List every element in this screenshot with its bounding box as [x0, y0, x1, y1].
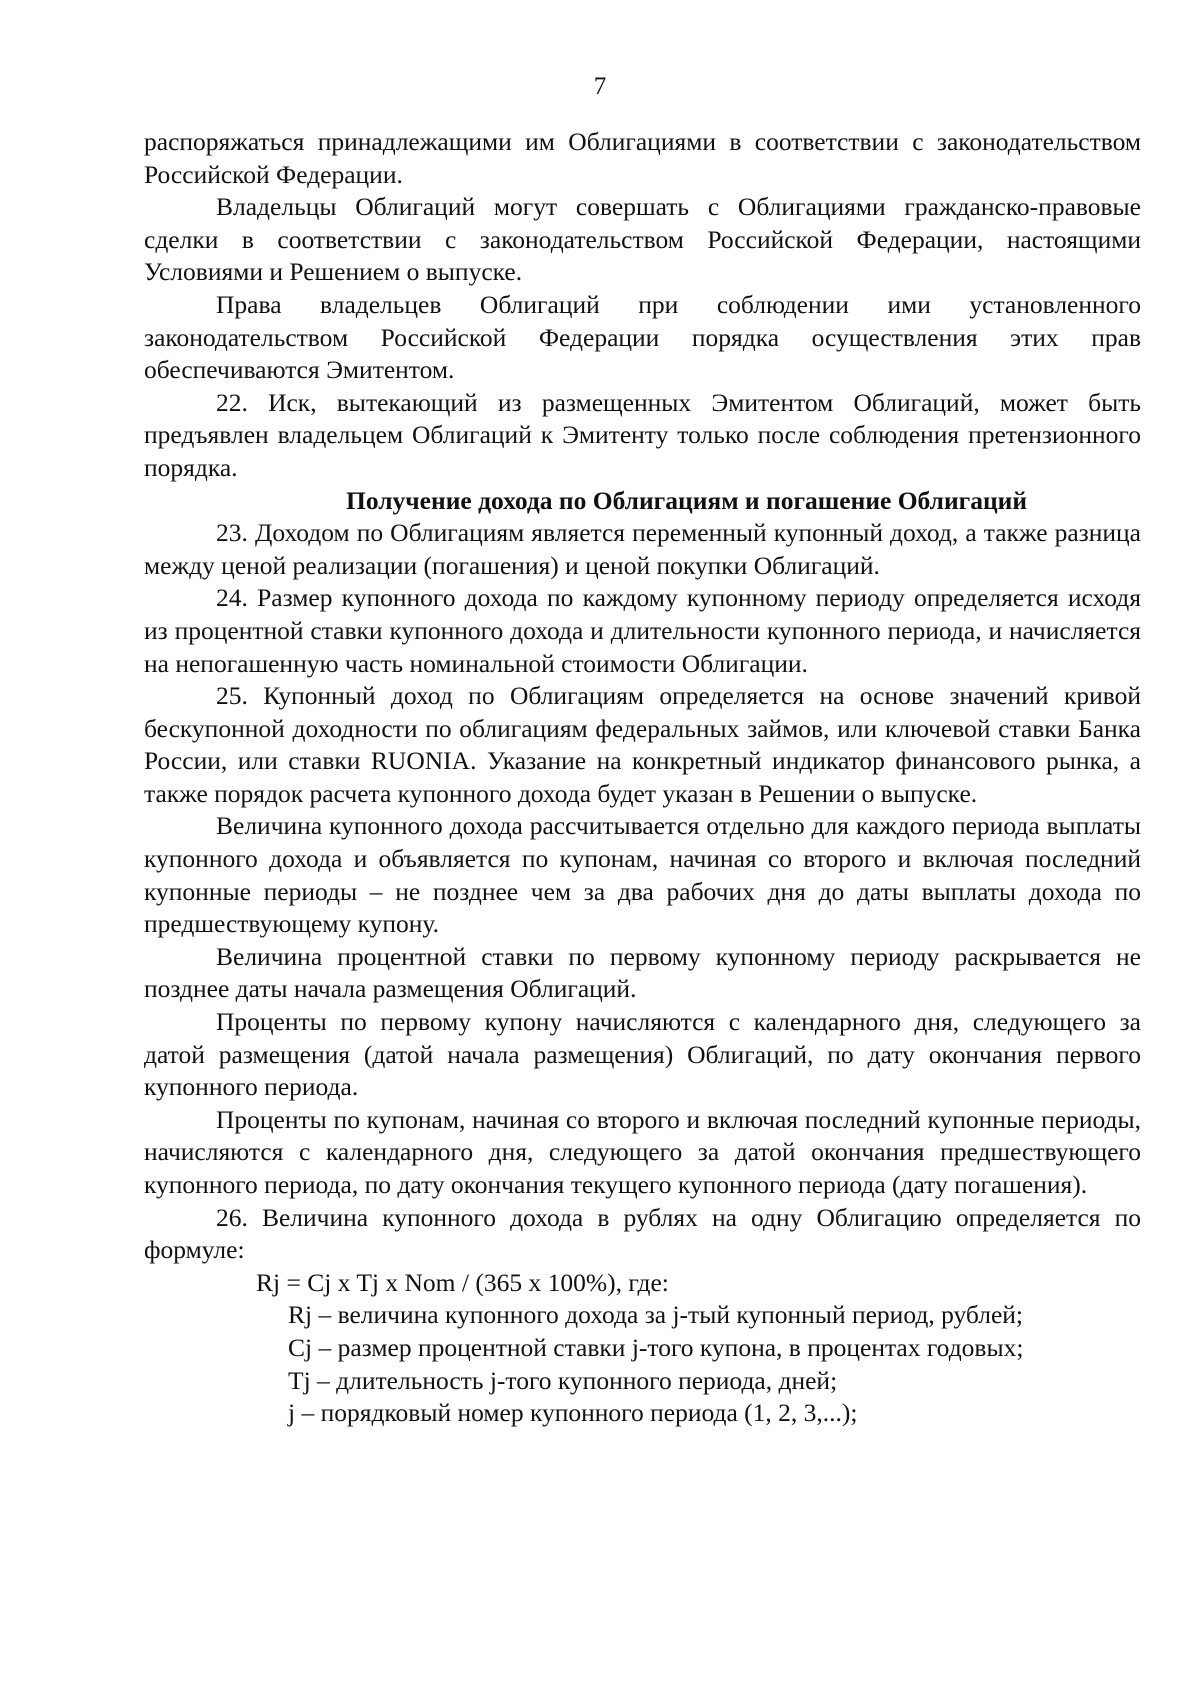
paragraph: Проценты по первому купону начисляются с календарного дня, следующего за датой размещения (датой начала размещения) Облигаций, по дату окончания первого купонного периода.	[144, 1007, 1141, 1102]
paragraph: Права владельцев Облигаций при соблюдении ими установленного законодательством Российской Федерации порядка осуществления этих прав обеспечиваются Эмитентом.	[144, 289, 1141, 385]
definition-tj: Tj – длительность j-того купонного периода, дней;	[288, 1365, 838, 1395]
paragraph-item-26: 26. Величина купонного дохода в рублях на одну Облигацию определяется по формуле:	[144, 1202, 1141, 1265]
definition-j: j – порядковый номер купонного периода (1, 2, 3,...);	[288, 1398, 858, 1428]
paragraph: Владельцы Облигаций могут совершать с Облигациями гражданско-правовые сделки в соответствии с законодательством Российской Федерации, настоящими Условиями и Решением о выпуске.	[144, 192, 1141, 287]
paragraph: Величина процентной ставки по первому купонному периоду раскрывается не позднее даты начала размещения Облигаций.	[144, 941, 1141, 1004]
section-title: Получение дохода по Облигациям и погашение Облигаций	[346, 485, 1028, 515]
document-body	[144, 126, 1141, 1430]
paragraph-item-23: 23. Доходом по Облигациям является переменный купонный доход, а также разница между ценой реализации (погашения) и ценой покупки Облигаций.	[144, 518, 1141, 580]
paragraph-item-25: 25. Купонный доход по Облигациям определяется на основе значений кривой бескупонной доходности по облигациям федеральных займов, или ключевой ставки Банка России, или ставки RUONIA. Указание на конкретный индикатор финансового рынка, а также порядок расчета купонного дохода будет указан в Решении о выпуске.	[144, 681, 1141, 808]
paragraph-continuation: распоряжаться принадлежащими им Облигациями в соответствии с законодательством Российской Федерации.	[144, 127, 1141, 189]
paragraph: Проценты по купонам, начиная со второго и включая последний купонные периоды, начисляются с календарного дня, следующего за датой окончания предшествующего купонного периода, по дату окончания текущего купонного периода (дату погашения).	[144, 1104, 1141, 1199]
definition-rj: Rj – величина купонного дохода за j-тый купонный период, рублей;	[288, 1300, 1024, 1330]
paragraph-item-24: 24. Размер купонного дохода по каждому купонному периоду определяется исходя из процентной ставки купонного дохода и длительности купонного периода, и начисляется на непогашенную часть номинальной стоимости Облигации.	[144, 583, 1141, 678]
coupon-formula: Rj = Cj x Tj x Nom / (365 x 100%), где:	[256, 1267, 669, 1297]
page-number: 7	[593, 73, 607, 100]
paragraph-item-22: 22. Иск, вытекающий из размещенных Эмитентом Облигаций, может быть предъявлен владельцем Облигаций к Эмитенту только после соблюдения претензионного порядка.	[144, 387, 1141, 482]
definition-cj: Cj – размер процентной ставки j-того купона, в процентах годовых;	[288, 1332, 1024, 1362]
paragraph: Величина купонного дохода рассчитывается отдельно для каждого периода выплаты купонного дохода и объявляется по купонам, начиная со второго и включая последний купонные периоды – не позднее чем за два рабочих дня до даты выплаты дохода по предшествующему купону.	[144, 811, 1141, 939]
